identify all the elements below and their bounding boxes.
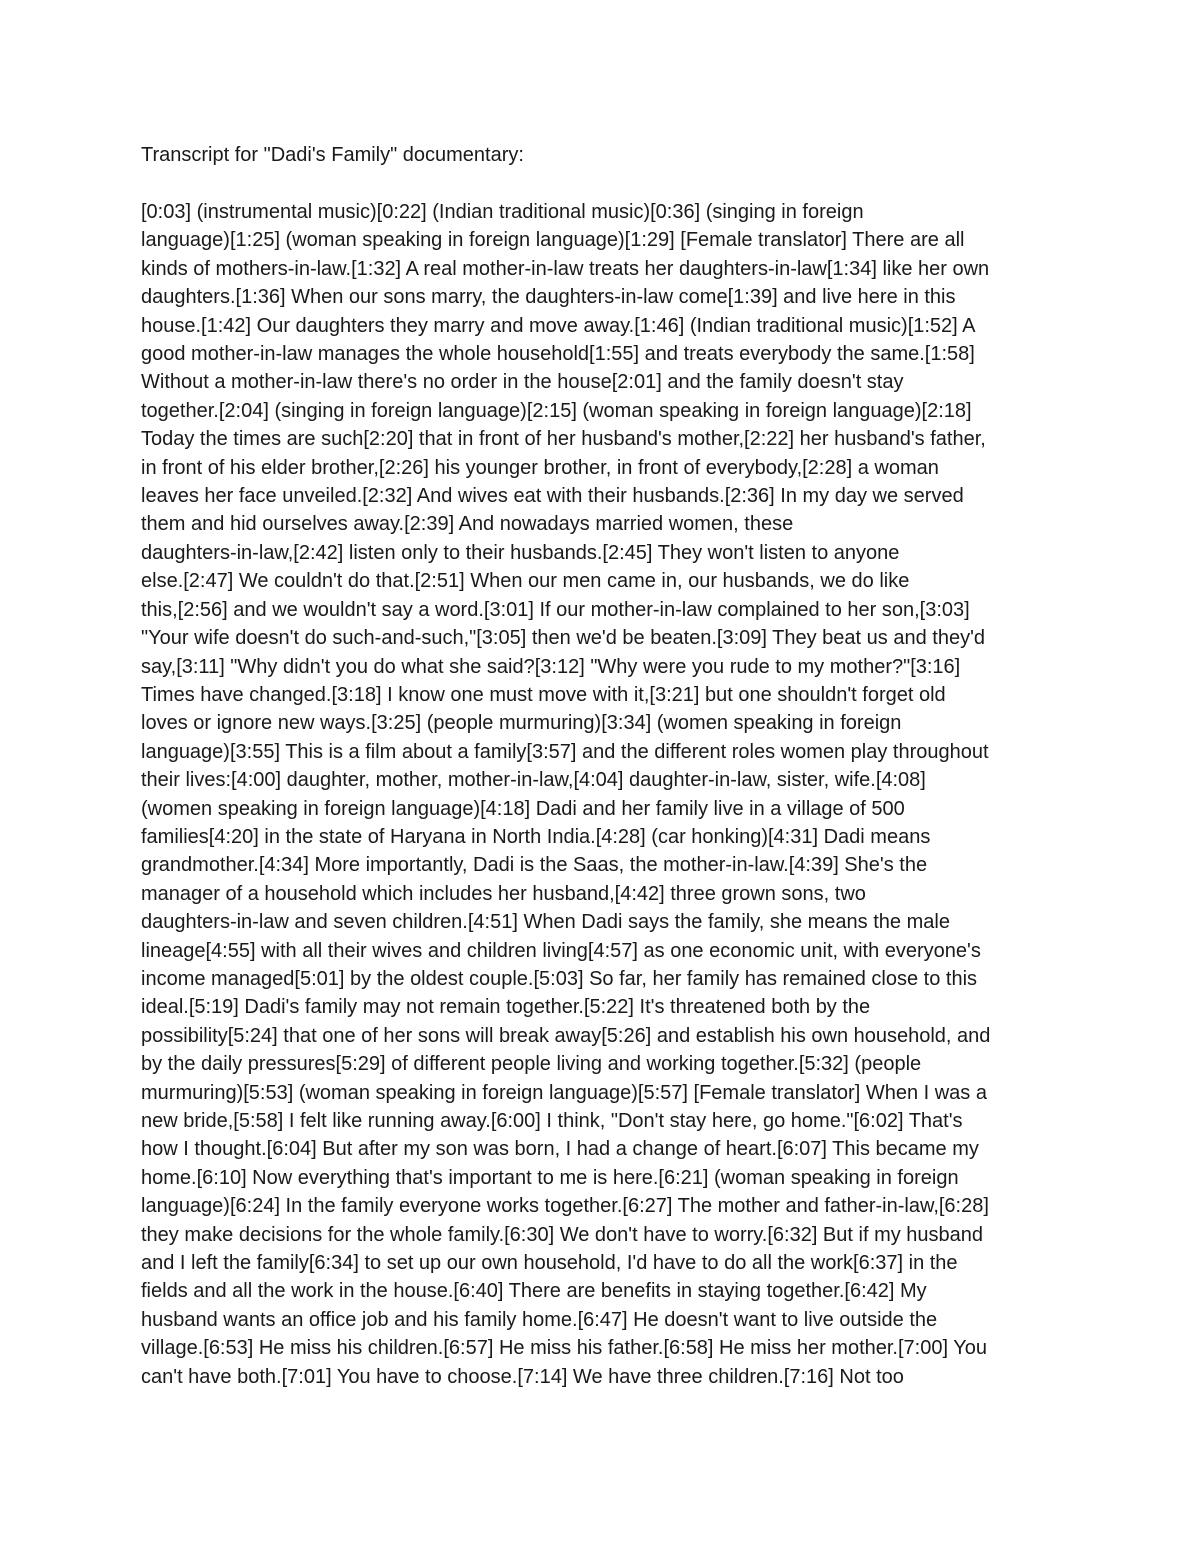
transcript-line: daughters-in-law and seven children.[4:51] When Dadi says the family, she means the male (141, 911, 950, 934)
transcript-line: how I thought.[6:04] But after my son was born, I had a change of heart.[6:07] This became my (141, 1138, 979, 1161)
transcript-line: language)[3:55] This is a film about a family[3:57] and the different roles women play throughout (141, 740, 989, 763)
transcript-line: kinds of mothers-in-law.[1:32] A real mother-in-law treats her daughters-in-law[1:34] like her own (141, 257, 990, 280)
transcript-line: else.[2:47] We couldn't do that.[2:51] When our men came in, our husbands, we do like (141, 570, 910, 593)
transcript-line: husband wants an office job and his family home.[6:47] He doesn't want to live outside the (141, 1308, 938, 1331)
transcript-line: ideal.[5:19] Dadi's family may not remain together.[5:22] It's threatened both by the (141, 996, 871, 1019)
transcript-line: lineage[4:55] with all their wives and children living[4:57] as one economic unit, with everyone's (141, 939, 981, 962)
transcript-line: daughters.[1:36] When our sons marry, the daughters-in-law come[1:39] and live here in this (141, 286, 956, 309)
transcript-line: in front of his elder brother,[2:26] his younger brother, in front of everybody,[2:28] a woman (141, 456, 939, 479)
transcript-line: language)[1:25] (woman speaking in foreign language)[1:29] [Female translator] There are all (141, 229, 965, 252)
transcript-line: [0:03] (instrumental music)[0:22] (Indian traditional music)[0:36] (singing in foreign (141, 201, 864, 223)
transcript-line: and I left the family[6:34] to set up our own household, I'd have to do all the work[6:37] in the (141, 1252, 958, 1275)
transcript-line: loves or ignore new ways.[3:25] (people murmuring)[3:34] (women speaking in foreign (141, 712, 902, 735)
transcript-line: income managed[5:01] by the oldest couple.[5:03] So far, her family has remained close to this (141, 967, 978, 990)
transcript-line: Times have changed.[3:18] I know one must move with it,[3:21] but one shouldn't forget old (141, 683, 946, 706)
transcript-line: home.[6:10] Now everything that's important to me is here.[6:21] (woman speaking in foreign (141, 1166, 959, 1189)
transcript-line: say,[3:11] "Why didn't you do what she said?[3:12] "Why were you rude to my mother?"[3:16] (141, 655, 961, 678)
transcript-body (141, 198, 1071, 1391)
transcript-line: "Your wife doesn't do such-and-such,"[3:05] then we'd be beaten.[3:09] They beat us and they'd (141, 627, 986, 650)
transcript-line: house.[1:42] Our daughters they marry and move away.[1:46] (Indian traditional music)[1:52] A (141, 314, 976, 337)
transcript-line: village.[6:53] He miss his children.[6:57] He miss his father.[6:58] He miss her mother.[7:00] You (141, 1337, 987, 1360)
transcript-line: daughters-in-law,[2:42] listen only to their husbands.[2:45] They won't listen to anyone (141, 541, 900, 564)
transcript-line: manager of a household which includes her husband,[4:42] three grown sons, two (141, 882, 866, 905)
transcript-line: murmuring)[5:53] (woman speaking in foreign language)[5:57] [Female translator] When I was a (141, 1081, 987, 1104)
document-title: Transcript for "Dadi's Family" documentary: (141, 144, 524, 166)
transcript-line: good mother-in-law manages the whole household[1:55] and treats everybody the same.[1:58] (141, 343, 975, 366)
transcript-line: Without a mother-in-law there's no order in the house[2:01] and the family doesn't stay (141, 371, 904, 394)
transcript-line: possibility[5:24] that one of her sons will break away[5:26] and establish his own household, and (141, 1024, 991, 1047)
transcript-line: their lives:[4:00] daughter, mother, mother-in-law,[4:04] daughter-in-law, sister, wife.[4:08] (141, 769, 926, 792)
transcript-line: (women speaking in foreign language)[4:18] Dadi and her family live in a village of 500 (141, 797, 905, 820)
transcript-line: language)[6:24] In the family everyone works together.[6:27] The mother and father-in-law,[6:28] (141, 1195, 989, 1218)
transcript-line: this,[2:56] and we wouldn't say a word.[3:01] If our mother-in-law complained to her son,[3:03] (141, 598, 970, 621)
transcript-line: by the daily pressures[5:29] of different people living and working together.[5:32] (people (141, 1053, 922, 1076)
transcript-line: leaves her face unveiled.[2:32] And wives eat with their husbands.[2:36] In my day we served (141, 485, 964, 508)
transcript-line: new bride,[5:58] I felt like running away.[6:00] I think, "Don't stay here, go home."[6:02] That's (141, 1110, 963, 1132)
transcript-line: together.[2:04] (singing in foreign language)[2:15] (woman speaking in foreign language)[2:18] (141, 399, 972, 422)
transcript-line: fields and all the work in the house.[6:40] There are benefits in staying together.[6:42] My (141, 1280, 927, 1303)
transcript-line: can't have both.[7:01] You have to choose.[7:14] We have three children.[7:16] Not too (141, 1365, 904, 1388)
transcript-line: them and hid ourselves away.[2:39] And nowadays married women, these (141, 513, 794, 536)
transcript-line: they make decisions for the whole family.[6:30] We don't have to worry.[6:32] But if my husband (141, 1223, 984, 1246)
transcript-line: grandmother.[4:34] More importantly, Dadi is the Saas, the mother-in-law.[4:39] She's the (141, 854, 928, 877)
transcript-line: families[4:20] in the state of Haryana in North India.[4:28] (car honking)[4:31] Dadi means (141, 825, 931, 848)
transcript-line: Today the times are such[2:20] that in front of her husband's mother,[2:22] her husband's father, (141, 428, 986, 451)
